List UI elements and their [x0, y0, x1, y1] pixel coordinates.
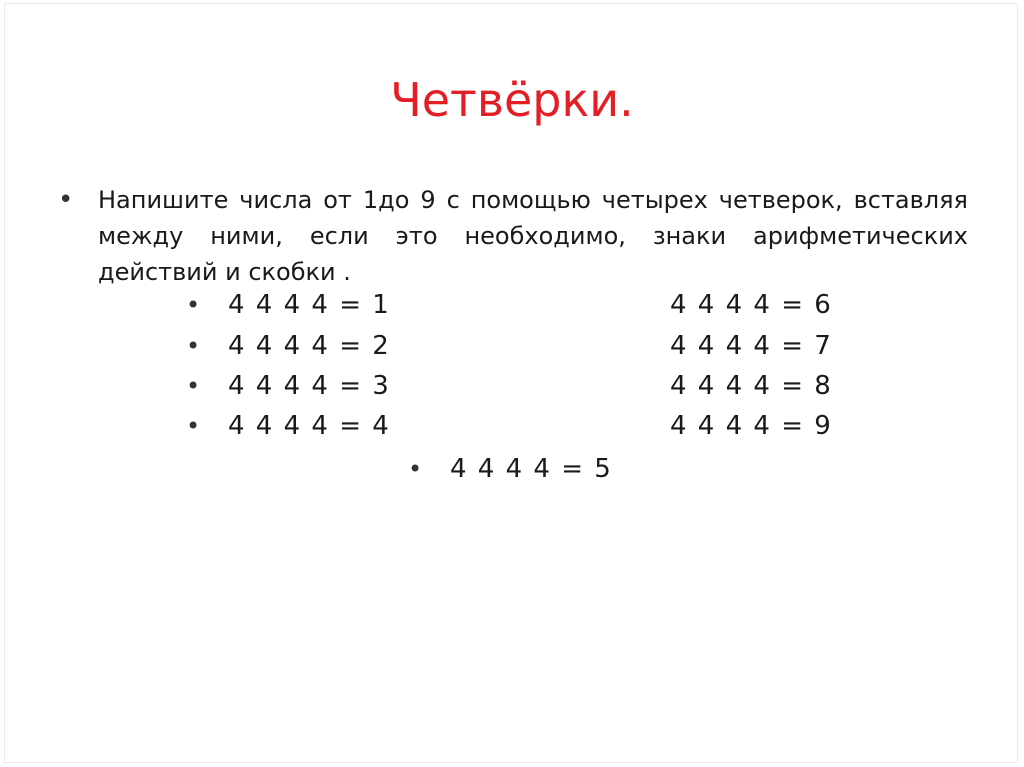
- intro-paragraph: [58, 182, 968, 290]
- bullet-icon: •: [186, 291, 201, 319]
- equation-item: [186, 285, 389, 325]
- bullet-icon: •: [186, 332, 201, 360]
- equation-item: [670, 366, 831, 406]
- bullet-icon: •: [58, 185, 74, 215]
- equation-text: 4 4 4 4 = 7: [670, 331, 831, 361]
- equation-item: [670, 285, 831, 325]
- bullet-icon: •: [408, 455, 423, 483]
- equation-item: [186, 406, 389, 446]
- bullet-icon: •: [186, 372, 201, 400]
- equation-item: [670, 326, 831, 366]
- equation-item: [186, 366, 389, 406]
- equation-item: [186, 326, 389, 366]
- slide-title: Четвёрки.: [390, 73, 634, 127]
- equation-text: 4 4 4 4 = 5: [450, 454, 611, 484]
- equation-text: 4 4 4 4 = 6: [670, 290, 831, 320]
- bullet-icon: •: [186, 412, 201, 440]
- equation-item: [670, 406, 831, 446]
- equation-text: 4 4 4 4 = 4: [228, 411, 389, 441]
- equation-text: 4 4 4 4 = 9: [670, 411, 831, 441]
- equation-text: 4 4 4 4 = 1: [228, 290, 389, 320]
- equation-item: [408, 449, 611, 489]
- equation-text: 4 4 4 4 = 2: [228, 331, 389, 361]
- intro-text: Напишите числа от 1до 9 с помощью четырех четверок, вставляя между ними, если это необходимо, знаки арифметических действий и скобки .: [98, 186, 968, 286]
- equation-text: 4 4 4 4 = 8: [670, 371, 831, 401]
- equation-text: 4 4 4 4 = 3: [228, 371, 389, 401]
